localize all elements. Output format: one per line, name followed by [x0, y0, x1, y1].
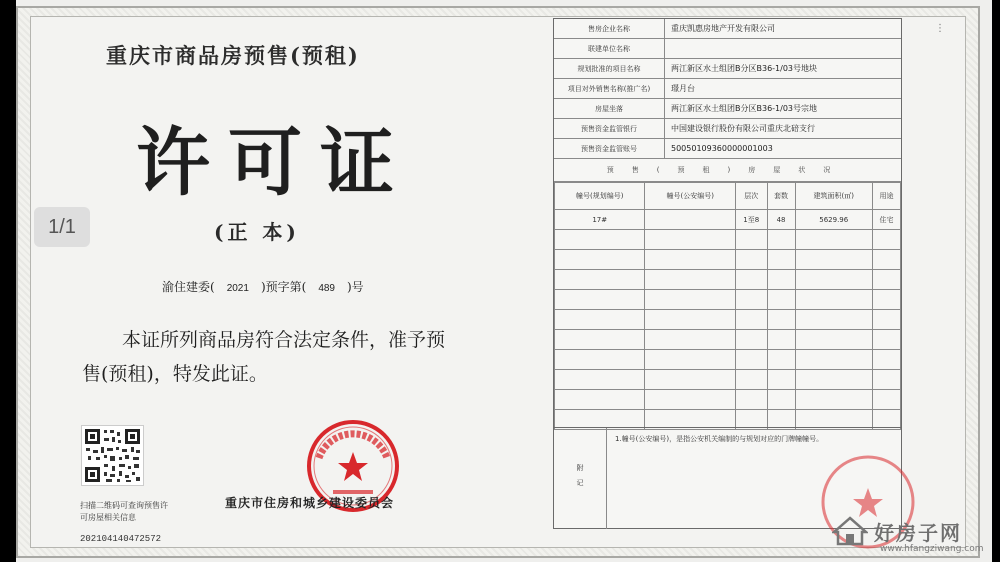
table-cell — [555, 290, 645, 310]
left-black-bar — [0, 0, 16, 562]
table-cell — [872, 310, 900, 330]
notes-label: 附记 — [554, 428, 607, 529]
info-row-label: 项目对外销售名称(推广名) — [554, 79, 665, 98]
permit-mid: )预字第( — [260, 280, 307, 294]
info-row-value: 重庆凯惠房地产开发有限公司 — [671, 24, 775, 33]
qr-code-icon[interactable] — [81, 425, 144, 486]
table-cell — [735, 370, 767, 390]
column-header: 用途 — [872, 183, 900, 210]
table-cell — [645, 230, 735, 250]
table-cell — [767, 350, 795, 370]
page-indicator: 1/1 — [34, 207, 90, 247]
table-cell — [767, 270, 795, 290]
table-cell — [872, 350, 900, 370]
table-cell — [555, 390, 645, 410]
permit-year: 2021 — [226, 283, 249, 294]
table-cell — [735, 390, 767, 410]
table-cell — [872, 370, 900, 390]
info-row-label: 房屋坐落 — [554, 99, 665, 118]
table-row — [555, 390, 901, 410]
table-cell — [795, 270, 872, 290]
table-cell — [555, 350, 645, 370]
table-cell — [555, 230, 645, 250]
table-cell — [645, 250, 735, 270]
column-header: 幢号(规划编号) — [555, 183, 645, 210]
info-row-value — [665, 39, 901, 58]
info-row-label: 售房企业名称 — [554, 19, 665, 38]
table-row — [555, 270, 901, 290]
table-row — [555, 230, 901, 250]
table-row — [555, 210, 901, 230]
table-cell — [645, 330, 735, 350]
table-cell — [735, 330, 767, 350]
table-cell — [555, 330, 645, 350]
house-logo-icon — [832, 516, 868, 546]
table-cell — [735, 310, 767, 330]
certificate-serial-number: 202104140472572 — [80, 534, 162, 544]
table-cell — [735, 250, 767, 270]
table-cell: 5629.96 — [795, 210, 872, 230]
table-cell: 48 — [767, 210, 795, 230]
units-table-body — [555, 210, 901, 430]
table-cell — [767, 310, 795, 330]
copy-type: (正 本) — [214, 220, 300, 244]
units-table — [554, 182, 901, 430]
table-cell — [645, 210, 735, 230]
table-cell — [872, 230, 900, 250]
table-cell — [795, 390, 872, 410]
table-row — [555, 290, 901, 310]
table-row — [555, 250, 901, 270]
table-cell — [555, 250, 645, 270]
qr-code-note: 扫描二维码可查询预售许可房屋相关信息 — [80, 501, 168, 522]
table-cell — [767, 250, 795, 270]
watermark-url: www.hfangziwang.com — [880, 544, 984, 554]
info-row-value: 中国建设银行股份有限公司重庆北碚支行 — [671, 124, 815, 133]
table-cell — [645, 350, 735, 370]
table-cell — [795, 350, 872, 370]
info-row-value: 璟月台 — [671, 84, 695, 93]
table-cell — [795, 250, 872, 270]
table-cell — [795, 370, 872, 390]
table-cell — [735, 230, 767, 250]
info-row-label: 规划批准的项目名称 — [554, 59, 665, 78]
info-row — [554, 79, 901, 99]
column-header: 套数 — [767, 183, 795, 210]
certificate-header: 重庆市商品房预售(预租) — [106, 43, 360, 68]
table-cell — [735, 270, 767, 290]
table-cell — [645, 390, 735, 410]
right-black-bar — [992, 0, 1000, 562]
info-row-label: 联建单位名称 — [554, 39, 665, 58]
permit-number-line — [162, 278, 364, 295]
table-cell — [645, 290, 735, 310]
watermark-brand: 好房子网 — [874, 520, 962, 545]
info-row — [554, 19, 901, 39]
table-cell — [735, 290, 767, 310]
table-cell — [645, 270, 735, 290]
column-header: 层次 — [735, 183, 767, 210]
column-header: 建筑面积(㎡) — [795, 183, 872, 210]
certificate-title: 许可证 — [136, 120, 412, 206]
table-cell — [872, 290, 900, 310]
column-header: 幢号(公安编号) — [645, 183, 735, 210]
table-cell — [795, 310, 872, 330]
table-row — [555, 350, 901, 370]
info-row-value: 两江新区水土组团B分区B36-1/03号地块 — [671, 64, 818, 73]
table-cell — [872, 390, 900, 410]
issuing-authority: 重庆市住房和城乡建设委员会 — [225, 496, 395, 510]
table-cell — [767, 370, 795, 390]
info-rows — [554, 19, 901, 159]
table-cell — [795, 290, 872, 310]
more-options-icon[interactable]: ⋮ — [935, 23, 945, 34]
table-cell — [735, 350, 767, 370]
site-watermark — [832, 516, 984, 554]
permit-prefix: 渝住建委( — [162, 280, 215, 294]
table-cell — [555, 370, 645, 390]
permit-suffix: )号 — [347, 280, 364, 294]
table-cell — [872, 250, 900, 270]
table-cell: 住宅 — [872, 210, 900, 230]
table-cell — [795, 230, 872, 250]
table-cell — [872, 270, 900, 290]
table-cell — [767, 290, 795, 310]
units-table-header — [555, 183, 901, 210]
table-cell — [872, 330, 900, 350]
table-cell: 17# — [555, 210, 645, 230]
info-row — [554, 39, 901, 59]
info-row-value: 50050109360000001003 — [671, 144, 773, 153]
table-cell — [555, 310, 645, 330]
table-cell — [767, 390, 795, 410]
info-row — [554, 99, 901, 119]
table-cell — [767, 330, 795, 350]
section-title: 预售(预租)房屋状况 — [554, 159, 901, 182]
notes-text: 1.幢号(公安编号)，是指公安机关编制的与规划对应的门牌幢幢号。 — [615, 435, 824, 443]
info-row-value: 两江新区水土组团B分区B36-1/03号宗地 — [671, 104, 818, 113]
table-cell: 1至8 — [735, 210, 767, 230]
table-row — [555, 330, 901, 350]
table-cell — [645, 310, 735, 330]
certificate-statement: 本证所列商品房符合法定条件，准予预售(预租)，特发此证。 — [82, 329, 446, 385]
table-cell — [767, 230, 795, 250]
table-cell — [645, 370, 735, 390]
table-cell — [555, 270, 645, 290]
info-row-label: 预售资金监管银行 — [554, 119, 665, 138]
info-row — [554, 59, 901, 79]
info-row — [554, 139, 901, 159]
table-cell — [795, 330, 872, 350]
permit-no: 489 — [318, 283, 335, 294]
info-row-label: 预售资金监管账号 — [554, 139, 665, 158]
table-row — [555, 310, 901, 330]
table-row — [555, 370, 901, 390]
info-row — [554, 119, 901, 139]
